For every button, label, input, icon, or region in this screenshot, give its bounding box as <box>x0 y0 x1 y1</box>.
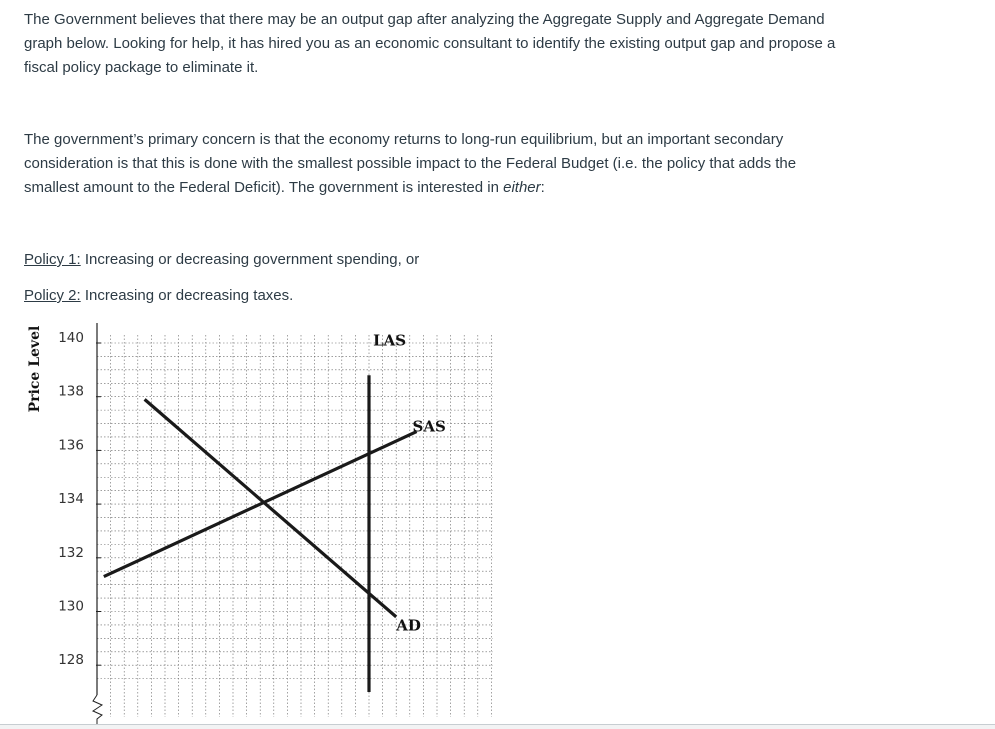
intro-paragraph-2-end: : <box>540 179 545 196</box>
y-tick-label: 140 <box>58 330 84 346</box>
y-tick-label: 136 <box>58 437 84 454</box>
y-axis-break-marker <box>93 695 102 725</box>
chart-grid <box>97 335 493 717</box>
curve-label-las: LAS <box>373 331 407 350</box>
policy-1-label: Policy 1: <box>24 251 81 268</box>
curve-label-ad: AD <box>396 616 421 635</box>
curve-label-sas: SAS <box>412 417 446 436</box>
series-line-ad <box>145 399 397 616</box>
y-axis-title: Price Level <box>27 325 43 413</box>
policy-2 <box>24 286 293 306</box>
policy-2-text: Increasing or decreasing taxes. <box>80 287 294 304</box>
chart-y-ticks <box>58 330 101 668</box>
policy-1-text: Increasing or decreasing government spending, or <box>80 251 420 268</box>
y-tick-label: 138 <box>58 383 84 400</box>
y-tick-label: 132 <box>58 544 84 561</box>
as-ad-chart <box>0 315 520 725</box>
y-tick-label: 134 <box>58 491 84 508</box>
intro-paragraph-2-emphasis: either <box>503 179 541 196</box>
intro-paragraph-2-main: The government’s primary concern is that the economy returns to long-run equilibrium, but an important secondary consideration is that this is done with the smallest possible impact to the Federal Budget (i.e. the policy that adds the smallest amount to the Federal Deficit). The government is interested in <box>24 131 797 196</box>
policy-1 <box>24 250 419 270</box>
bottom-shadow <box>0 725 995 729</box>
policy-2-label: Policy 2: <box>24 287 81 304</box>
y-tick-label: 128 <box>58 652 84 669</box>
y-tick-label: 130 <box>58 598 84 615</box>
intro-paragraph-2 <box>24 128 854 200</box>
intro-paragraph-1: The Government believes that there may be an output gap after analyzing the Aggregate Supply and Aggregate Demand graph below. Looking for help, it has hired you as an economic consultant to identify the existing output gap and propose a fiscal policy package to eliminate it. <box>24 11 836 76</box>
